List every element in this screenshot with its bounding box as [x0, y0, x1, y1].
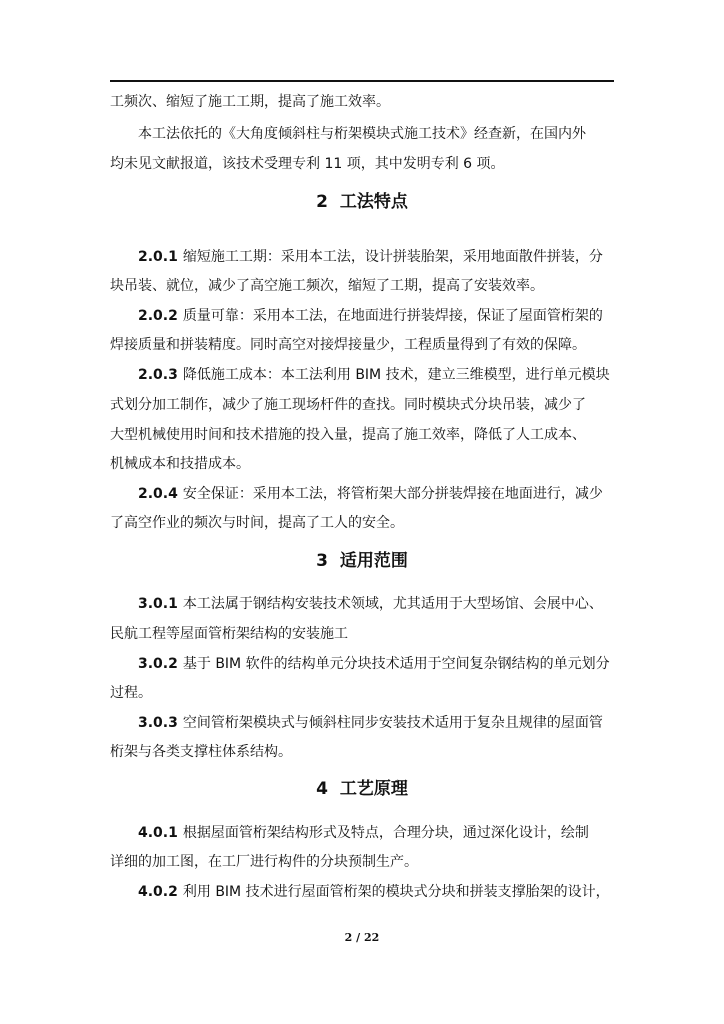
clause-number: 4.0.1 [138, 825, 178, 841]
clause-line: 民航工程等屋面管桁架结构的安装施工 [110, 626, 348, 642]
clause-2-0-2 [138, 306, 648, 326]
section-title: 工艺原理 [339, 779, 408, 799]
page-number: 2 / 22 [344, 931, 380, 944]
clause-3-0-2 [138, 654, 648, 674]
section-number: 2 [316, 192, 328, 212]
clause-text: 安全保证：采用本工法，将管桁架大部分拼装焊接在地面进行，减少 [182, 486, 603, 502]
header-rule [110, 80, 614, 82]
clause-2-0-1 [138, 247, 648, 267]
clause-line: 机械成本和技措成本。 [110, 456, 250, 472]
clause-text: 空间管桁架模块式与倾斜柱同步安装技术适用于复杂且规律的屋面管 [182, 715, 603, 731]
section-3-heading [0, 549, 724, 573]
clause-number: 3.0.1 [138, 596, 178, 612]
clause-number: 4.0.2 [138, 884, 178, 900]
clause-line: 桁架与各类支撑柱体系结构。 [110, 744, 292, 760]
clause-number: 2.0.3 [138, 367, 178, 383]
clause-line: 焊接质量和拼装精度。同时高空对接焊接量少，工程质量得到了有效的保障。 [110, 337, 586, 353]
clause-number: 3.0.2 [138, 656, 178, 672]
clause-line: 块吊装、就位，减少了高空施工频次，缩短了工期，提高了安装效率。 [110, 278, 544, 294]
clause-line: 式划分加工制作，减少了施工现场杆件的查找。同时模块式分块吊装，减少了 [110, 397, 586, 413]
clause-line: 详细的加工图，在工厂进行构件的分块预制生产。 [110, 854, 418, 870]
clause-text: 降低施工成本：本工法利用 BIM 技术，建立三维模型，进行单元模块 [182, 367, 610, 383]
intro-line-2: 本工法依托的《大角度倾斜柱与桁架模块式施工技术》经查新，在国内外 [138, 126, 586, 142]
clause-3-0-3 [138, 713, 648, 733]
clause-number: 2.0.1 [138, 249, 178, 265]
intro-line-1: 工频次、缩短了施工工期，提高了施工效率。 [110, 94, 390, 110]
section-number: 3 [316, 551, 328, 571]
section-number: 4 [316, 779, 328, 799]
clause-line: 了高空作业的频次与时间，提高了工人的安全。 [110, 515, 404, 531]
clause-4-0-1 [138, 823, 648, 843]
clause-text: 利用 BIM 技术进行屋面管桁架的模块式分块和拼装支撑胎架的设计， [182, 884, 610, 900]
section-title: 工法特点 [339, 192, 408, 212]
clause-number: 2.0.4 [138, 486, 178, 502]
clause-text: 基于 BIM 软件的结构单元分块技术适用于空间复杂钢结构的单元划分 [182, 656, 610, 672]
clause-2-0-3 [138, 365, 648, 385]
intro-line-3: 均未见文献报道，该技术受理专利 11 项，其中发明专利 6 项。 [110, 156, 505, 172]
clause-number: 2.0.2 [138, 308, 178, 324]
clause-number: 3.0.3 [138, 715, 178, 731]
clause-text: 缩短施工工期：采用本工法，设计拼装胎架，采用地面散件拼装，分 [182, 249, 603, 265]
clause-text: 本工法属于钢结构安装技术领域，尤其适用于大型场馆、会展中心、 [182, 596, 603, 612]
section-4-heading [0, 777, 724, 801]
section-2-heading [0, 190, 724, 214]
clause-2-0-4 [138, 484, 648, 504]
clause-line: 过程。 [110, 685, 152, 701]
section-title: 适用范围 [339, 551, 408, 571]
clause-text: 根据屋面管桁架结构形式及特点，合理分块，通过深化设计，绘制 [182, 825, 589, 841]
clause-line: 大型机械使用时间和技术措施的投入量，提高了施工效率，降低了人工成本、 [110, 427, 586, 443]
clause-text: 质量可靠：采用本工法，在地面进行拼装焊接，保证了屋面管桁架的 [182, 308, 603, 324]
clause-4-0-2 [138, 882, 648, 902]
clause-3-0-1 [138, 594, 648, 614]
